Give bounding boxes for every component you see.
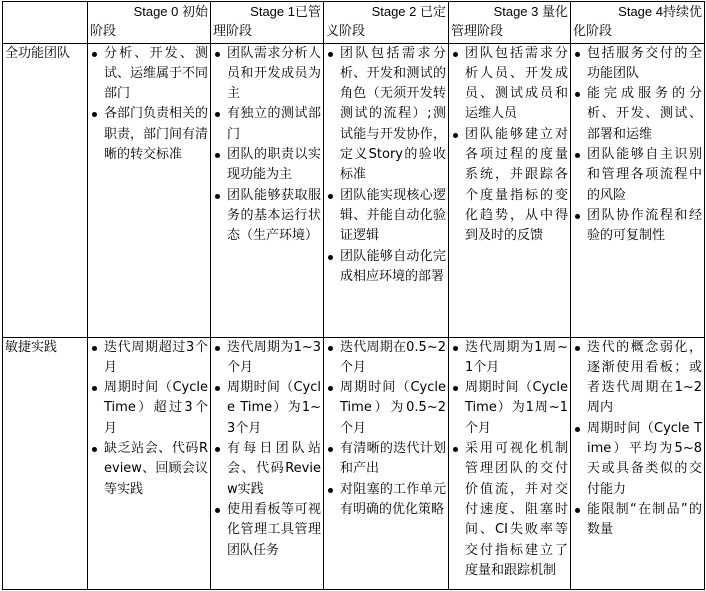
bullet-list: [90, 44, 208, 166]
list-item: 周期时间（Cycle Time）为1周~1个月: [451, 378, 568, 439]
bullet-list: [326, 44, 446, 288]
cell-stage-0: [88, 43, 211, 337]
table-row-agile-practice: [3, 337, 705, 589]
header-stage-0: Stage 0 初始 阶段: [88, 2, 211, 44]
list-item: 有独立的测试部门: [213, 104, 321, 145]
list-item: 团队能够获取服务的基本运行状态（生产环境）: [213, 186, 321, 247]
bullet-list: [213, 44, 321, 247]
bullet-list: [573, 44, 702, 247]
list-item: 各部门负责相关的职责，部门间有清晰的转交标准: [90, 104, 208, 165]
list-item: 团队的职责以实现功能为主: [213, 145, 321, 186]
bullet-list: [213, 338, 321, 561]
list-item: 周期时间（Cycle Time）为1~3个月: [213, 378, 321, 439]
cell-stage-2: [324, 337, 449, 589]
corner-cell: [3, 2, 88, 44]
list-item: 迭代周期在0.5~2个月: [326, 338, 446, 379]
list-item: 迭代周期超过3个月: [90, 338, 208, 379]
cell-stage-4: [571, 337, 705, 589]
list-item: 有每日团队站会、代码Review实践: [213, 439, 321, 500]
bullet-list: [326, 338, 446, 521]
row-label: 全功能团队: [3, 43, 88, 337]
list-item: 分析、开发、测试、运维属于不同部门: [90, 44, 208, 105]
list-item: 迭代周期为1~3个月: [213, 338, 321, 379]
cell-stage-1: [211, 43, 324, 337]
list-item: 团队需求分析人员和开发成员为主: [213, 44, 321, 105]
list-item: 团队能实现核心逻辑、并能自动化验证逻辑: [326, 186, 446, 247]
bullet-list: [573, 338, 702, 541]
list-item: 团队协作流程和经验的可复制性: [573, 206, 702, 247]
cell-stage-2: [324, 43, 449, 337]
cell-stage-3: [449, 43, 571, 337]
list-item: 团队包括需求分析人员、开发成员、测试成员和运维人员: [451, 44, 568, 125]
list-item: 周期时间（Cycle Time）为0.5~2个月: [326, 378, 446, 439]
list-item: 对阻塞的工作单元有明确的优化策略: [326, 480, 446, 521]
header-stage-3: Stage 3 量化 管理阶段: [449, 2, 571, 44]
cell-stage-4: [571, 43, 705, 337]
bullet-list: [90, 338, 208, 500]
list-item: 采用可视化机制管理团队的交付价值流，并对交付速度、阻塞时间、CI失败率等交付指标建立了度量和跟踪机制: [451, 439, 568, 581]
header-stage-1: Stage 1已管 理阶段: [211, 2, 324, 44]
bullet-list: [451, 338, 568, 582]
cell-stage-1: [211, 337, 324, 589]
list-item: 使用看板等可视化管理工具管理团队任务: [213, 500, 321, 561]
table-row-cross-functional-team: [3, 43, 705, 337]
list-item: 包括服务交付的全功能团队: [573, 44, 702, 85]
list-item: 周期时间（Cycle Time）超过3个月: [90, 378, 208, 439]
cell-stage-0: [88, 337, 211, 589]
list-item: 团队能够自动化完成相应环境的部署: [326, 247, 446, 288]
list-item: 团队能够建立对各项过程的度量系统，并跟踪各个度量指标的变化趋势，从中得到及时的反馈: [451, 125, 568, 247]
list-item: 能完成服务的分析、开发、测试、部署和运维: [573, 84, 702, 145]
list-item: 迭代周期为1周~1个月: [451, 338, 568, 379]
bullet-list: [451, 44, 568, 247]
list-item: 迭代的概念弱化，逐渐使用看板；或者迭代周期在1~2周内: [573, 338, 702, 419]
cell-stage-3: [449, 337, 571, 589]
list-item: 有清晰的迭代计划和产出: [326, 439, 446, 480]
list-item: 团队能够自主识别和管理各项流程中的风险: [573, 145, 702, 206]
list-item: 能限制“在制品”的数量: [573, 500, 702, 541]
header-row: [3, 2, 705, 44]
header-stage-4: Stage 4持续优 化阶段: [571, 2, 705, 44]
list-item: 周期时间（Cycle Time）平均为5~8天或具备类似的交付能力: [573, 419, 702, 500]
list-item: 缺乏站会、代码Review、回顾会议等实践: [90, 439, 208, 500]
maturity-model-table: [2, 1, 705, 590]
list-item: 团队包括需求分析、开发和测试的角色（无须开发转测试的流程）;测试能与开发协作，定义Story的验收标准: [326, 44, 446, 186]
header-stage-2: Stage 2 已定 义阶段: [324, 2, 449, 44]
row-label: 敏捷实践: [3, 337, 88, 589]
